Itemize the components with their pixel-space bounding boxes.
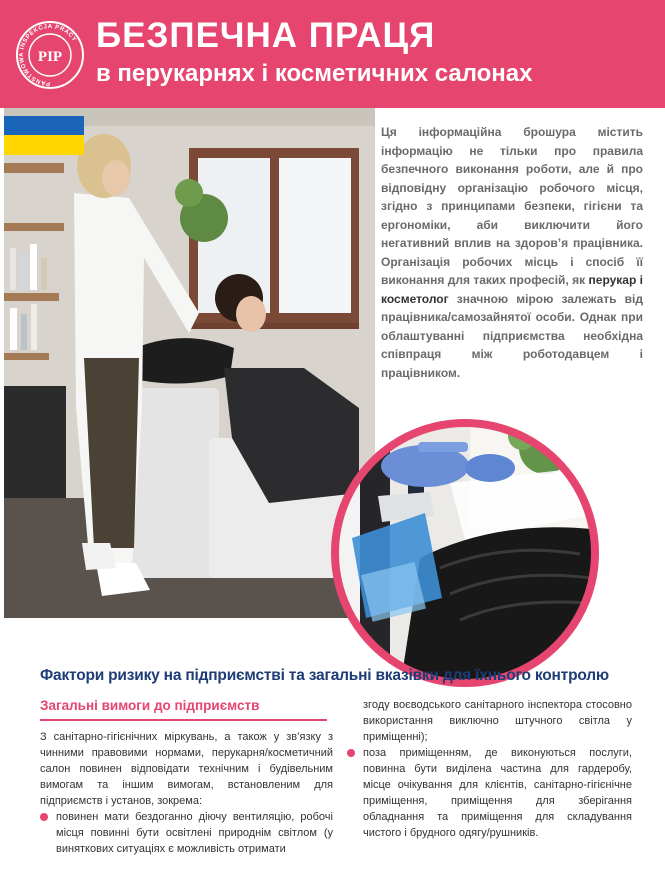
list-item-rooms	[347, 745, 632, 841]
page-subtitle: в перукарнях і косметичних салонах	[96, 60, 533, 87]
pip-logo-icon	[15, 20, 85, 90]
intro-highlight: перукар і косметолог	[381, 273, 643, 306]
list-item-ventilation	[40, 809, 333, 857]
salon-photo	[4, 108, 375, 618]
logo-ring-text: PAŃSTWOWA INSPEKCJA PRACY	[19, 23, 78, 87]
ukraine-flag-icon	[4, 116, 84, 155]
logo-monogram: PIP	[37, 49, 63, 65]
text-column-right	[347, 697, 632, 841]
subtitle-underline	[40, 719, 327, 721]
bullet-text: повинен мати бездоганно діючу вентиляцію, робочі місця повинні бути освітлені природнім світлом (у виняткових ситуаціях є можливість отримати	[56, 811, 333, 855]
page-title: БЕЗПЕЧНА ПРАЦЯ	[96, 16, 436, 55]
section-subtitle: Загальні вимоги до підприємств	[40, 698, 260, 713]
bullet-text: поза приміщенням, де виконуються послуги, повинна бути виділена частина для гардеробу, місце очікування для клієнтів, санітарно-гігієнічне приміщення, приміщення для зберігання обладнання та приміщення для складування чистого і брудного одягу/рушників.	[363, 747, 632, 839]
intro-text-part1: Ця інформаційна брошура містить інформацію не тільки про правила безпечного виконання роботи, але й про відповідну організацію робочого місця, згідно з принципами безпеки, гігієни та ергономіки, аби виключити його негативний вплив на здоров’я працівника. Організація робочих місць і спосіб її виконання для таких професій, як	[381, 125, 643, 287]
disinfection-photo	[330, 418, 600, 688]
intro-paragraph	[381, 123, 643, 382]
header-banner	[0, 0, 665, 108]
text-column-left	[40, 729, 333, 857]
list-item-continuation: згоду воєводського санітарного інспектора стосовно використання виключно штучного світла у приміщенні);	[363, 699, 632, 743]
intro-text-part2: значною мірою залежать від працівника/самозайнятої особи. Однак при облаштуванні підприємства необхідна співпраця між роботодавцем і працівником.	[381, 291, 643, 380]
requirements-paragraph: З санітарно-гігієнічних міркувань, а також у зв’язку з чинними правовими нормами, перукарня/косметичний салон повинен відповідати технічним і будівельним вимогам та іншим вимогам, встановленим для підприємств і установ, зокрема:	[40, 731, 333, 807]
section-title: Фактори ризику на підприємстві та загальні вказівки для їхнього контролю	[40, 667, 609, 684]
